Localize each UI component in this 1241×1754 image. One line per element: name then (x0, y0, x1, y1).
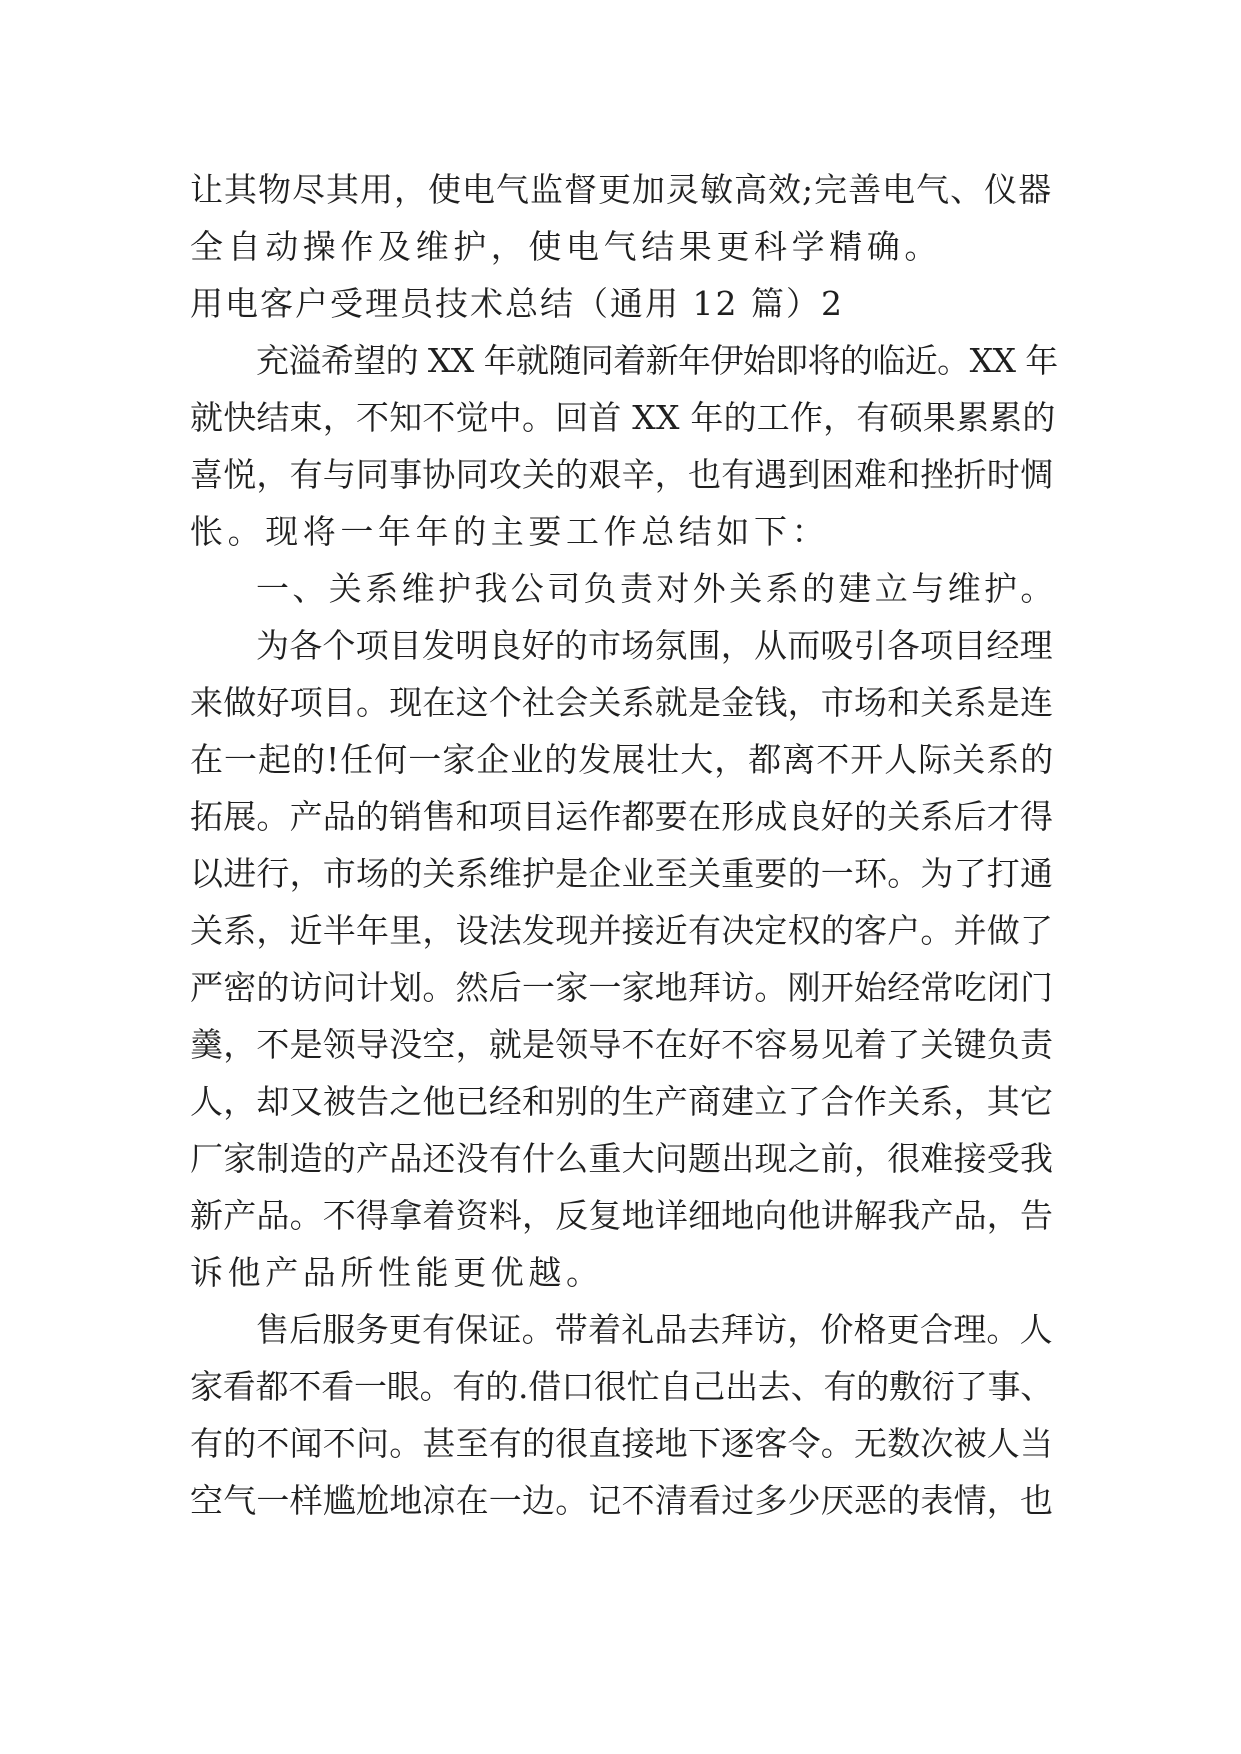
text-line: 让其物尽其用，使电气监督更加灵敏高效;完善电气、仪器 (190, 170, 1053, 209)
text-line: 全自动操作及维护，使电气结果更科学精确。 (190, 227, 942, 266)
text-line: 厂家制造的产品还没有什么重大问题出现之前，很难接受我 (190, 1139, 1054, 1178)
text-line: 空气一样尴尬地凉在一边。记不清看过多少厌恶的表情，也 (190, 1481, 1054, 1520)
text-line: 就快结束，不知不觉中。回首 XX 年的工作，有硕果累累的 (190, 398, 1056, 437)
text-line: 拓展。产品的销售和项目运作都要在形成良好的关系后才得 (190, 797, 1054, 836)
text-line: 人，却又被告之他已经和别的生产商建立了合作关系，其它 (190, 1082, 1054, 1121)
text-line: 来做好项目。现在这个社会关系就是金钱，市场和关系是连 (190, 683, 1054, 722)
text-line: 家看都不看一眼。有的.借口很忙自己出去、有的敷衍了事、 (190, 1367, 1054, 1406)
text-line: 关系，近半年里，设法发现并接近有决定权的客户。并做了 (190, 911, 1054, 950)
text-line: 喜悦，有与同事协同攻关的艰辛，也有遇到困难和挫折时惆 (190, 455, 1054, 494)
text-line: 羹，不是领导没空，就是领导不在好不容易见着了关键负责 (190, 1025, 1054, 1064)
text-line: 在一起的!任何一家企业的发展壮大，都离不开人际关系的 (190, 740, 1055, 779)
section-heading: 用电客户受理员技术总结（通用 12 篇）2 (190, 284, 844, 323)
paragraph-first-line: 充溢希望的 XX 年就随同着新年伊始即将的临近。XX 年 (256, 341, 1058, 380)
text-line: 诉他产品所性能更优越。 (190, 1253, 604, 1292)
text-line: 以进行，市场的关系维护是企业至关重要的一环。为了打通 (190, 854, 1054, 893)
paragraph-first-line: 为各个项目发明良好的市场氛围，从而吸引各项目经理 (256, 626, 1053, 665)
text-line: 怅。现将一年年的主要工作总结如下： (190, 512, 830, 551)
text-line: 有的不闻不问。甚至有的很直接地下逐客令。无数次被人当 (190, 1424, 1054, 1463)
text-line: 严密的访问计划。然后一家一家地拜访。刚开始经常吃闭门 (190, 968, 1054, 1007)
text-line: 新产品。不得拿着资料，反复地详细地向他讲解我产品，告 (190, 1196, 1054, 1235)
paragraph-first-line: 一、关系维护我公司负责对外关系的建立与维护。 (256, 569, 1057, 608)
document-body (190, 161, 1058, 1529)
paragraph-first-line: 售后服务更有保证。带着礼品去拜访，价格更合理。人 (256, 1310, 1053, 1349)
